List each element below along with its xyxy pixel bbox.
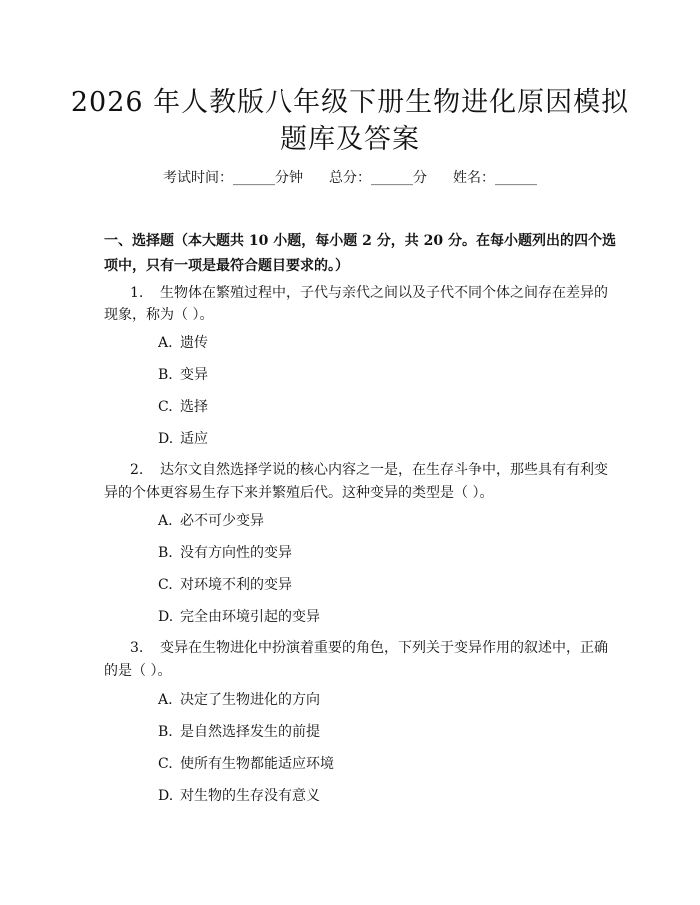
option-text: 选择 [180,399,208,415]
question-2-stem: 达尔文自然选择学说的核心内容之一是，在生存斗争中，那些具有有利变 [160,462,608,478]
option-text: 决定了生物进化的方向 [180,692,320,708]
question-2-line-2: 异的个体更容易生存下来并繁殖后代。这种变异的类型是（ ）。 [104,485,494,501]
option-label: A. [158,692,173,708]
section-heading-line-1: 一、选择题（本大题共 10 小题，每小题 2 分，共 20 分。在每小题列出的四个选 [104,233,616,249]
option-label: B. [158,545,173,561]
option-text: 变异 [180,367,208,383]
option-text: 适应 [180,431,208,447]
time-label: 考试时间： [163,170,233,186]
option-label: D. [158,609,174,625]
option-label: B. [158,367,173,383]
option-text: 完全由环境引起的变异 [180,609,320,625]
question-2-option-c [158,575,292,595]
question-1-line-2: 现象，称为（ ）。 [104,307,214,323]
question-3-option-c [158,754,334,774]
time-unit: 分钟 [275,170,303,186]
option-text: 没有方向性的变异 [180,545,292,561]
option-label: C. [158,756,173,772]
option-text: 是自然选择发生的前提 [180,724,320,740]
question-3-line-2: 的是（ ）。 [104,663,172,679]
question-3-number: 3. [130,640,144,656]
option-label: C. [158,577,173,593]
exam-info [0,168,700,188]
name-blank: ______ [495,170,537,186]
document-title-line-2: 题库及答案 [280,124,420,155]
option-label: A. [158,335,173,351]
option-text: 对生物的生存没有意义 [180,788,320,804]
question-3-line-1 [130,637,608,659]
question-1-number: 1. [130,285,144,301]
question-3-stem: 变异在生物进化中扮演着重要的角色，下列关于变异作用的叙述中，正确 [160,640,608,656]
option-text: 使所有生物都能适应环境 [180,756,334,772]
time-blank: ______ [233,170,275,186]
question-2-number: 2. [130,462,144,478]
question-2-option-d [158,607,320,627]
question-2-line-1 [130,459,608,481]
option-text: 对环境不利的变异 [180,577,292,593]
question-3-option-d [158,786,320,806]
name-label: 姓名： [453,170,495,186]
option-text: 遗传 [180,335,208,351]
question-1-option-a [158,333,208,353]
section-heading-line-2: 项中，只有一项是最符合题目要求的。） [104,258,349,274]
option-label: C. [158,399,173,415]
option-label: D. [158,431,174,447]
question-3-option-b [158,722,320,742]
question-1-option-d [158,429,208,449]
option-label: D. [158,788,174,804]
option-text: 必不可少变异 [180,513,264,529]
question-1-stem: 生物体在繁殖过程中，子代与亲代之间以及子代不同个体之间存在差异的 [160,285,608,301]
question-1-line-1 [130,282,608,304]
option-label: A. [158,513,173,529]
document-title-line-1: 2026 年人教版八年级下册生物进化原因模拟 [70,87,630,118]
question-2-option-b [158,543,292,563]
option-label: B. [158,724,173,740]
question-1-option-c [158,397,208,417]
score-label: 总分： [329,170,371,186]
question-2-option-a [158,511,264,531]
question-3-option-a [158,690,320,710]
score-blank: ______ [371,170,413,186]
question-1-option-b [158,365,208,385]
score-unit: 分 [413,170,427,186]
